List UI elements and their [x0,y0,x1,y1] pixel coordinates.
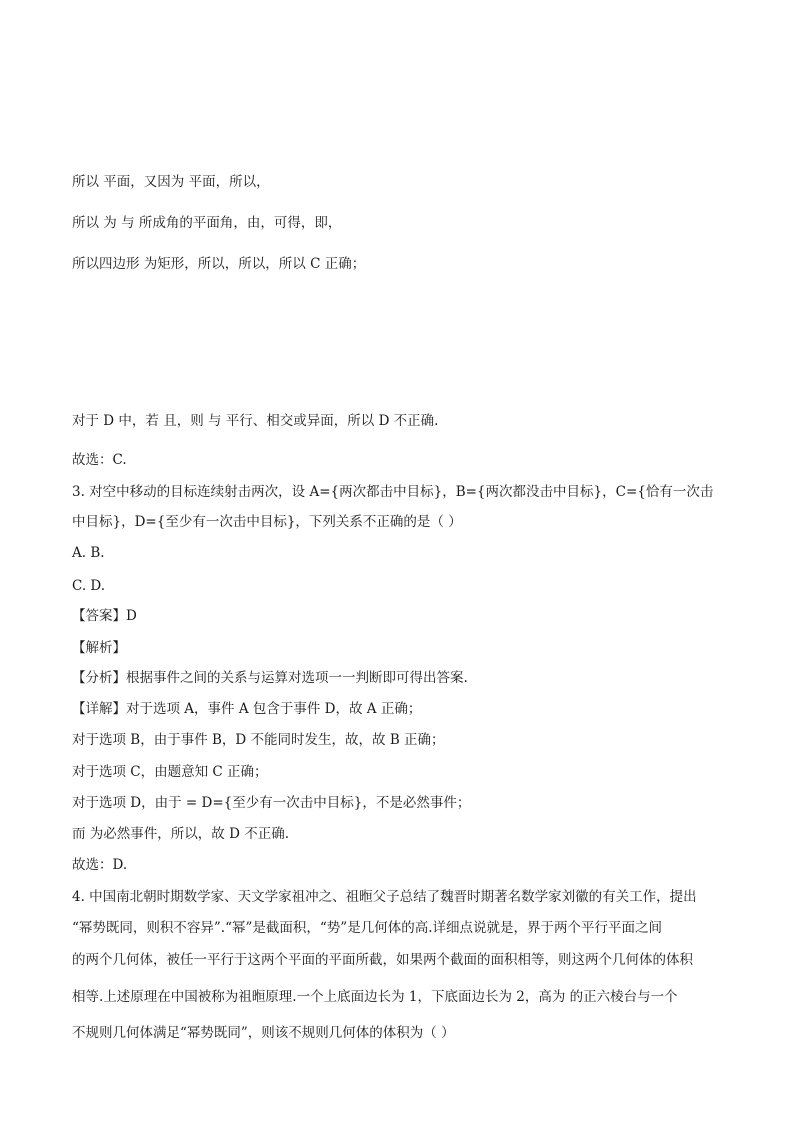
text-line: 对于 D 中，若 且，则 与 平行、相交或异面，所以 D 不正确. [72,413,439,429]
analysis-label: 【解析】 [72,640,126,656]
question-4-stem: 不规则几何体满足“幂势既同”，则该不规则几何体的体积为（ ） [72,1025,455,1041]
text-line: 所以四边形 为矩形，所以，所以，所以 C 正确； [72,256,366,272]
explanation-text: 【详解】对于选项 A，事件 A 包含于事件 D，故 A 正确； [72,701,422,717]
answer-choice: 故选：D. [72,857,128,873]
explanation-text: 而 为必然事件，所以，故 D 不正确. [72,826,289,842]
text-line: 所以 为 与 所成角的平面角，由，可得，即， [72,215,342,231]
explanation-text: 对于选项 C，由题意知 C 正确； [72,764,268,780]
answer-label: 【答案】D [72,608,137,624]
question-4-stem: 相等.上述原理在中国被称为祖暅原理.一个上底面边长为 1，下底面边长为 2，高为 的正六棱台与一个 [72,989,678,1005]
question-4-stem: 的两个几何体，被任一平行于这两个平面的平面所截，如果两个截面的面积相等，则这两个几何体的体积 [72,952,693,968]
analysis-text: 【分析】根据事件之间的关系与运算对选项一一判断即可得出答案. [72,670,468,686]
explanation-text: 对于选项 D，由于 = D={至少有一次击中目标}，不是必然事件； [72,795,471,811]
question-3-stem: 3. 对空中移动的目标连续射击两次，设 A={两次都击中目标}，B={两次都没击中目标}，C={恰有一次击 [72,484,714,500]
question-3-stem: 中目标}，D={至少有一次击中目标}，下列关系不正确的是（ ） [72,514,462,530]
explanation-text: 对于选项 B，由于事件 B，D 不能同时发生，故，故 B 正确； [72,732,445,748]
question-4-stem: 4. 中国南北朝时期数学家、天文学家祖冲之、祖暅父子总结了魏晋时期著名数学家刘徽的有关工作，提出 [72,889,697,905]
question-3-options: A. B. [72,545,105,561]
text-line: 所以 平面，又因为 平面，所以， [72,174,270,190]
question-4-stem: “幂势既同，则积不容异”.“幂”是截面积，“势”是几何体的高.详细点说就是，界于两个平行平面之间 [72,920,662,936]
question-3-options: C. D. [72,578,106,594]
text-line: 故选：C. [72,452,127,468]
